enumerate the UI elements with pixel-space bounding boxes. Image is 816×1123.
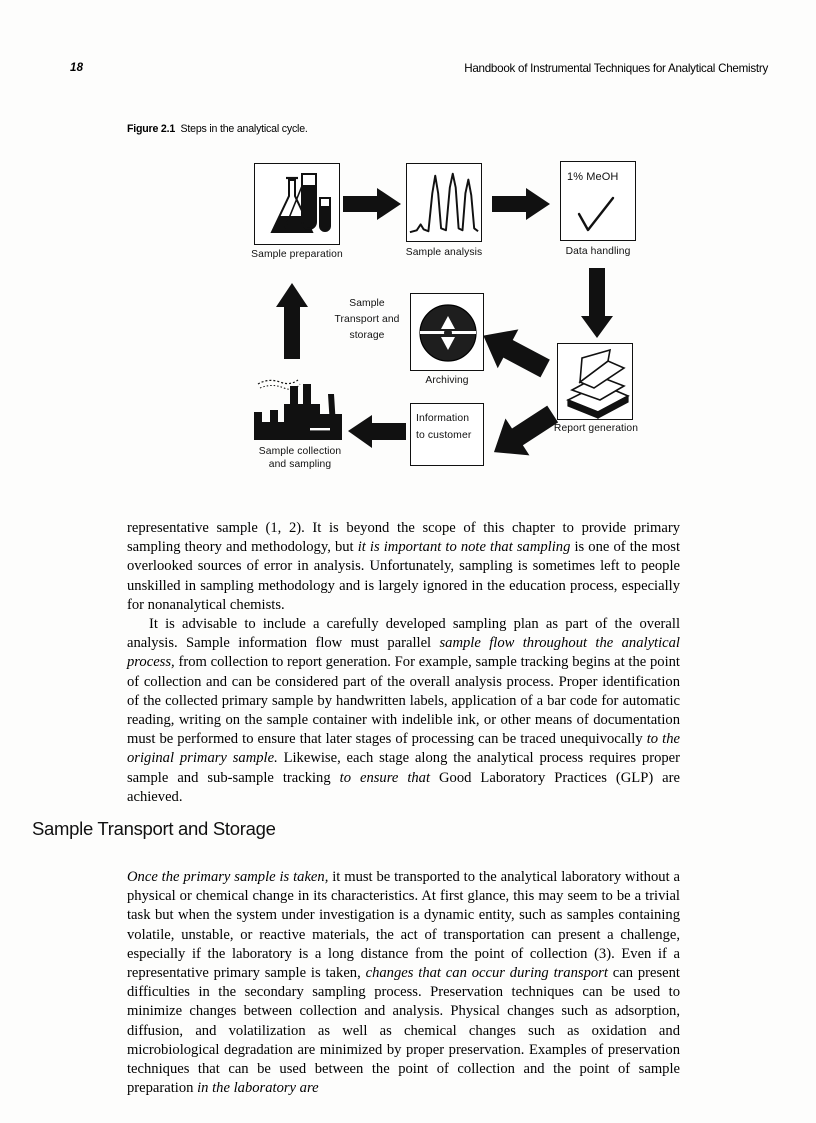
arrow-down-data-to-report — [580, 268, 614, 345]
book-title: Handbook of Instrumental Techniques for Analytical Chemistry — [464, 62, 768, 75]
sp-part-b: can present difficulties in the secondary sampling process. Preservation techniques can be used to minimize changes between collection and analysis. Physical changes such as adsorption, diffusion, and volatilization as well as chemical changes such as oxidation and microbiological degradation are minimized by proper preservation. Examples of preservation techniques that can be used between the point of collection and the point of sample preparation — [127, 965, 680, 1097]
diagram-node-information-to-customer — [410, 403, 484, 466]
p2-italic-1: sample flow throughout the analytical process, — [127, 635, 680, 671]
sample-analysis-box — [406, 163, 482, 242]
figure-caption-label: Figure 2.1 — [127, 123, 176, 135]
sp-italic-3: in the laboratory are — [197, 1080, 319, 1097]
running-head — [70, 62, 768, 80]
diagram-label-data-handling: Data handling — [565, 246, 631, 257]
p1-part-b: is one of the most overlooked sources of error in analysis. Unfortunately, sampling is sometimes left to people unskilled in sampling methodology and is largely ignored in the education process, especially for nonanalytical chemists. — [127, 539, 681, 613]
diagram-label-sample-transport-line3: storage — [349, 330, 385, 341]
arrow-up-sample-transport — [275, 283, 309, 364]
body-text-block-1 — [127, 519, 680, 807]
body-text-block-2 — [127, 868, 680, 1098]
report-generation-box — [557, 343, 633, 420]
factory-icon — [250, 374, 350, 446]
diagram-node-data-handling — [560, 161, 636, 257]
p2-part-a: It is advisable to include a carefully developed sampling plan as part of the overall analysis. Sample information flow must parallel — [127, 616, 680, 652]
sp-italic-2: changes that can occur during transport — [365, 965, 608, 982]
section-heading: Sample Transport and Storage — [32, 818, 276, 839]
diagram-node-sample-collection — [250, 374, 350, 470]
p2-part-d: Good Laboratory Practices (GLP) are achieved. — [127, 769, 680, 805]
figure-caption-text: Steps in the analytical cycle. — [180, 123, 308, 135]
diagram-label-sample-transport-line1: Sample — [349, 298, 385, 309]
sample-preparation-box — [254, 163, 340, 245]
data-handling-inner-text: 1% MeOH — [567, 171, 619, 183]
data-handling-box — [560, 161, 636, 241]
information-to-customer-line1: Information — [416, 413, 470, 424]
p1-part-a: representative sample (1, 2). It is beyond the scope of this chapter to provide primary sampling theory and methodology, but — [127, 520, 680, 556]
diagram-node-sample-preparation — [251, 163, 343, 260]
p2-part-c: Likewise, each stage along the analytical process requires proper sample and sub-sample tracking — [127, 750, 680, 786]
diagram-label-sample-transport-line2: Transport and — [334, 314, 400, 325]
information-to-customer-box — [410, 403, 484, 466]
arrow-right-analysis-to-data — [492, 188, 552, 225]
sp-italic-1: Once the primary sample is taken, — [127, 869, 329, 885]
diagram-label-archiving: Archiving — [425, 375, 469, 386]
chromatogram-icon — [407, 164, 481, 241]
sp-part-a: it must be transported to the analytical laboratory without a physical or chemical change in its characteristics. At first glance, this may seem to be a trivial task but when the system under investigation is a dynamic entity, such as samples containing volatile, unstable, or reactive materials, the act of transportation can present a challenge, especially if the laboratory is a long distance from the point of collection (3). Even if a representative primary sample is taken, — [127, 869, 680, 982]
flask-and-test-tubes-icon — [255, 164, 339, 245]
p2-italic-2: to the original primary sample. — [127, 731, 680, 767]
p2-italic-3: to ensure that — [339, 769, 431, 786]
section-paragraph — [127, 868, 680, 1098]
paragraph-2 — [127, 615, 680, 807]
diagram-label-sample-collection-line2: and sampling — [268, 459, 332, 470]
arrow-right-prep-to-analysis — [343, 188, 403, 225]
paragraph-1 — [127, 519, 680, 615]
diagram-label-sample-collection-line1: Sample collection — [258, 446, 342, 457]
diagram-node-report-generation — [553, 343, 639, 434]
diagram-node-sample-analysis — [405, 163, 483, 258]
analytical-cycle-diagram — [230, 150, 680, 480]
diagram-label-sample-preparation: Sample preparation — [251, 249, 343, 260]
p1-italic: it is important to note that sampling — [357, 539, 571, 556]
information-to-customer-line2: to customer — [416, 430, 472, 441]
page-number: 18 — [70, 62, 84, 74]
arrow-diagonal-report-to-customer — [482, 393, 568, 476]
p2-part-b: from collection to report generation. For example, sample tracking begins at the point of collection and can be considered part of the overall analysis process. Proper identification of the collected primary sample by handwritten labels, application of a bar code for automatic reading, writing on the sample container with indelible ink, or other means of documentation must be performed to ensure that later stages of processing can be traced unequivocally — [127, 654, 680, 748]
diagram-label-report-generation: Report generation — [553, 423, 639, 434]
figure-caption — [127, 123, 308, 135]
diagram-label-sample-analysis: Sample analysis — [405, 247, 483, 258]
printer-report-icon — [558, 344, 632, 420]
